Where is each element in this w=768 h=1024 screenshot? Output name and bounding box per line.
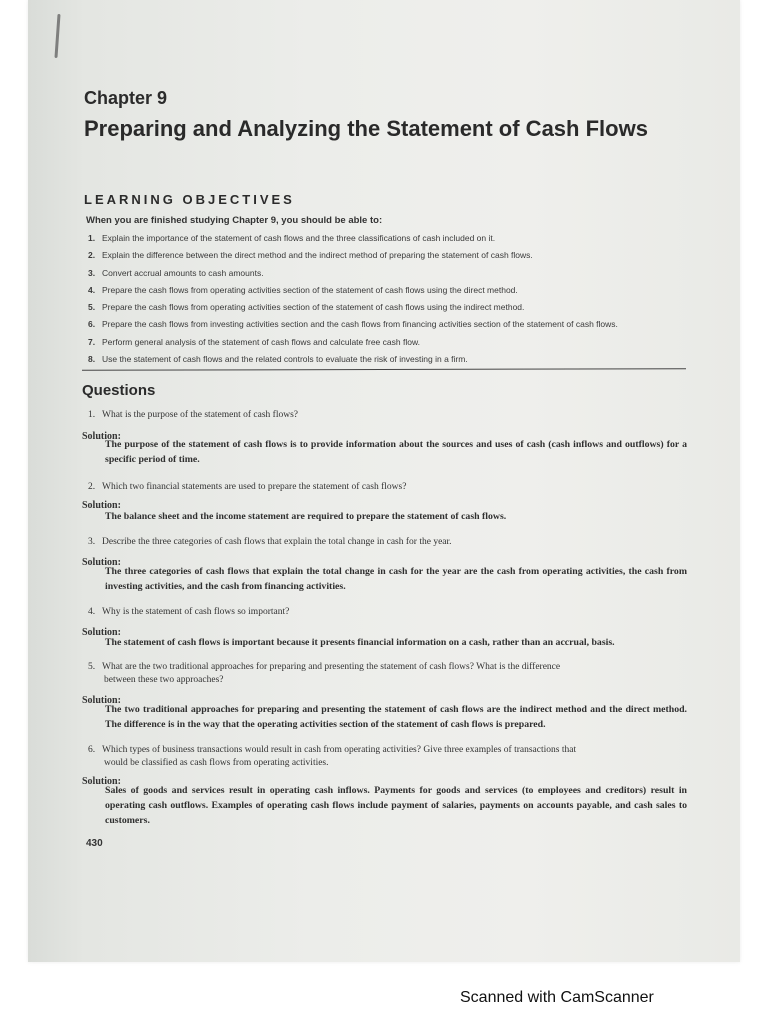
objective-item: 2. Explain the difference between the direct method and the indirect method of preparing the statement of cash flows. bbox=[88, 250, 533, 261]
question-1: 1. What is the purpose of the statement of cash flows? bbox=[88, 410, 299, 420]
question-2: 2. Which two financial statements are used to prepare the statement of cash flows? bbox=[88, 482, 407, 492]
solution-2: The balance sheet and the income statement are required to prepare the statement of cash flows. bbox=[105, 511, 507, 522]
objective-item: 5. Prepare the cash flows from operating activities section of the statement of cash flows using the indirect method. bbox=[88, 302, 525, 313]
objective-item: 3. Convert accrual amounts to cash amounts. bbox=[88, 267, 264, 278]
solution-4: The statement of cash flows is important because it presents financial information on a cash, rather than an accrual, basis. bbox=[105, 637, 615, 648]
questions-heading: Questions bbox=[82, 382, 156, 399]
solution-label: Solution: bbox=[82, 695, 121, 706]
solution-5: The two traditional approaches for preparing and presenting the statement of cash flows are the indirect method and the direct method. The difference is in the way that the operating activities section of the statement of cash flows is prepared. bbox=[105, 704, 687, 730]
solution-1: The purpose of the statement of cash flows is to provide information about the sources and uses of cash (cash inflows and outflows) for a specific period of time. bbox=[105, 439, 687, 465]
learning-objectives-list bbox=[88, 230, 688, 368]
learning-objectives-heading: LEARNING OBJECTIVES bbox=[84, 192, 295, 207]
solution-label: Solution: bbox=[82, 431, 121, 442]
objective-item: 8. Use the statement of cash flows and the related controls to evaluate the risk of investing in a firm. bbox=[88, 354, 468, 365]
learning-objectives-intro: When you are finished studying Chapter 9, you should be able to: bbox=[86, 215, 383, 226]
question-3: 3. Describe the three categories of cash flows that explain the total change in cash for the year. bbox=[88, 537, 452, 547]
chapter-title: Preparing and Analyzing the Statement of Cash Flows bbox=[84, 116, 648, 141]
solution-label: Solution: bbox=[82, 500, 121, 511]
question-6: 6. Which types of business transactions would result in cash from operating activities? Give three examples of transactions that would be classified as cash flows from operating activities. bbox=[88, 745, 577, 768]
solution-label: Solution: bbox=[82, 627, 121, 638]
question-5: 5. What are the two traditional approaches for preparing and presenting the statement of cash flows? What is the difference between these two approaches? bbox=[88, 662, 561, 685]
objective-item: 6. Prepare the cash flows from investing activities section and the cash flows from financing activities section of the statement of cash flows. bbox=[88, 319, 618, 330]
objective-item: 7. Perform general analysis of the statement of cash flows and calculate free cash flow. bbox=[88, 336, 420, 347]
solution-label: Solution: bbox=[82, 557, 121, 568]
solution-label: Solution: bbox=[82, 776, 121, 787]
scanner-watermark: Scanned with CamScanner bbox=[460, 989, 654, 1006]
objective-item: 4. Prepare the cash flows from operating activities section of the statement of cash flows using the direct method. bbox=[88, 284, 518, 295]
question-4: 4. Why is the statement of cash flows so important? bbox=[88, 607, 290, 617]
solution-3: The three categories of cash flows that explain the total change in cash for the year are the cash from operating activities, the cash from investing activities, and the cash from financing activities. bbox=[105, 566, 687, 592]
chapter-label: Chapter 9 bbox=[84, 88, 168, 108]
page-number: 430 bbox=[86, 838, 103, 849]
objective-item: 1. Explain the importance of the statement of cash flows and the three classifications of cash included on it. bbox=[88, 233, 496, 243]
solution-6: Sales of goods and services result in operating cash inflows. Payments for goods and services (to employees and creditors) result in operating cash outflows. Examples of operating cash flows include payment of salaries, payments on accounts payable, and cash sales to customers. bbox=[105, 785, 687, 826]
